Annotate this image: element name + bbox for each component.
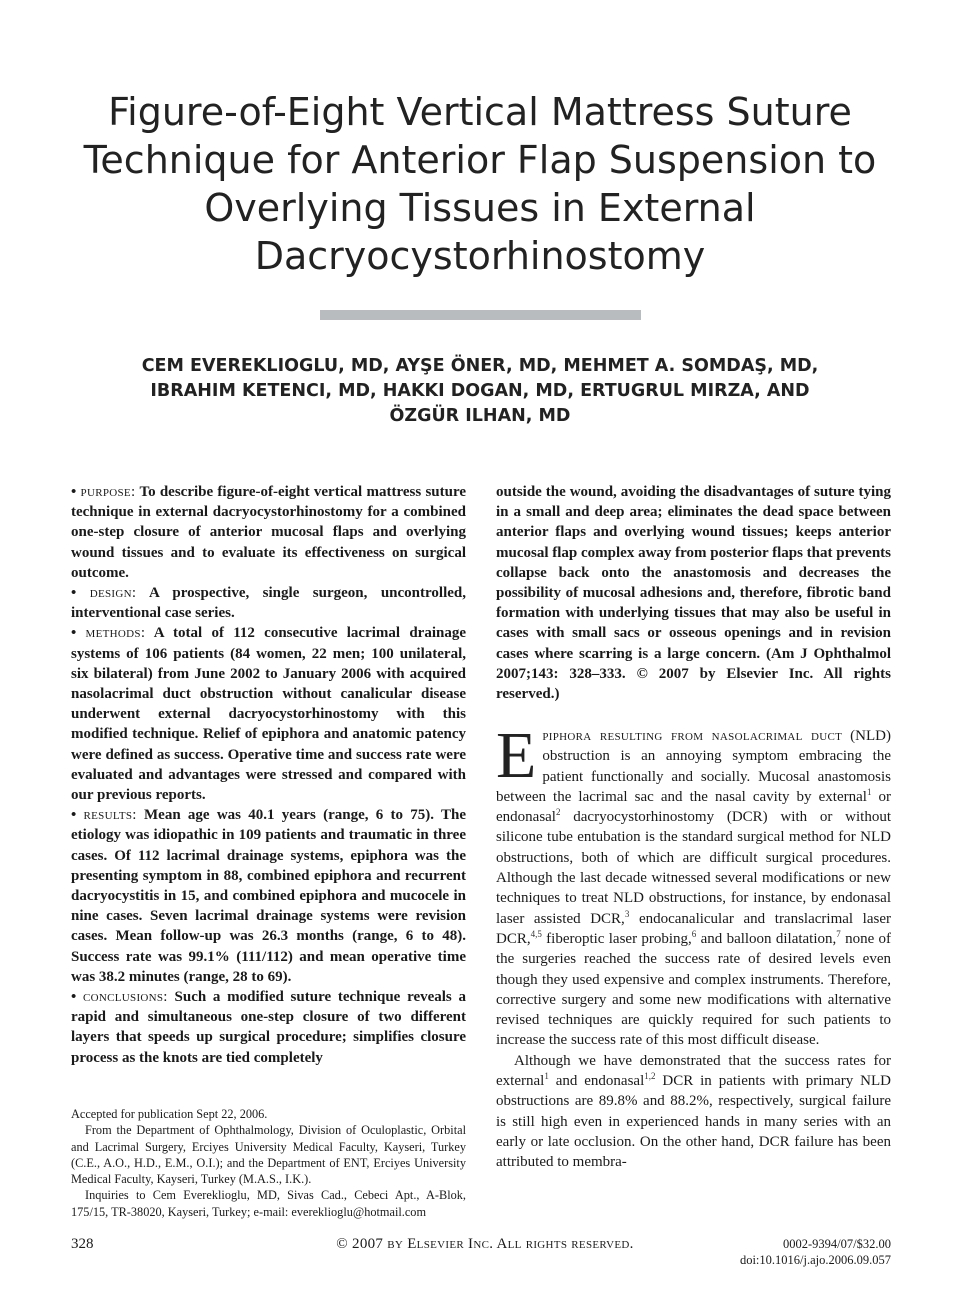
- purpose-label: purpose:: [80, 484, 136, 500]
- body-text-run: fiberoptic laser probing,: [546, 930, 692, 947]
- bullet-icon: •: [71, 989, 77, 1006]
- abstract-methods: [71, 623, 466, 805]
- abstract-purpose: [71, 482, 466, 583]
- citation[interactable]: 7: [836, 928, 841, 939]
- methods-label: methods:: [85, 625, 146, 642]
- abstract-results: [71, 805, 466, 987]
- body-paragraph-2: [496, 1051, 891, 1173]
- abstract-conclusions: [71, 987, 466, 1068]
- footer-identifiers: [690, 1236, 891, 1268]
- citation[interactable]: 1: [544, 1071, 549, 1082]
- dropcap: E: [496, 719, 537, 792]
- title-line: Technique for Anterior Flap Suspension to: [83, 138, 877, 182]
- body-text-run: endocanalicular and translacrimal laser DCR,: [496, 910, 892, 947]
- conclusions-text: Such a modified suture technique reveals a rapid and simultaneous one-step closure of two different layers that speeds up surgical procedure; simplifies closure process as the knots are tied completely: [71, 989, 467, 1066]
- body-text-run: (NLD) obstruction is an annoying symptom embracing the patient functionally and socially. Mucosal anastomosis between the lacrimal sac and the nasal cavity by external: [496, 728, 891, 805]
- bullet-icon: •: [71, 585, 77, 602]
- bullet-icon: •: [71, 807, 77, 824]
- issn-price: 0002-9394/07/$32.00: [783, 1237, 891, 1251]
- results-label: results:: [83, 807, 137, 824]
- footnote-accepted: Accepted for publication Sept 22, 2006.: [71, 1107, 268, 1121]
- doi[interactable]: doi:10.1016/j.ajo.2006.09.057: [739, 1253, 891, 1267]
- abstract-left-column: [71, 482, 466, 1068]
- methods-text: A total of 112 consecutive lacrimal drainage systems of 106 patients (84 women, 22 men; 100 unilateral, six bilateral) from June 2002 to January 2006 with acquired nasolacrimal duct obstruction without canalicular disease underwent external dacryocystorhinostomy with this modified technique. Relief of epiphora and anatomic patency were defined as success. Operative time and success rate were evaluated and advantages were stressed and compared with our previous reports.: [71, 625, 466, 804]
- design-text: A prospective, single surgeon, uncontrolled, interventional case series.: [71, 585, 466, 622]
- author-line: ÖZGÜR ILHAN, MD: [389, 406, 571, 426]
- results-text: Mean age was 40.1 years (range, 6 to 75). The etiology was idiopathic in 109 patients and traumatic in three cases. Of 112 lacrimal drainage systems, epiphora was the presenting symptom in 88, combined epiphora and recurrent dacryocystitis in 15, and combined epiphora and mucocele in nine cases. Seven lacrimal drainage systems were revision cases. Mean follow-up was 26.3 months (range, 6 to 48). Success rate was 99.1% (111/112) and mean operative time was 38.2 minutes (range, 28 to 69).: [71, 807, 467, 985]
- citation[interactable]: 1: [866, 786, 872, 797]
- citation[interactable]: 2: [555, 807, 561, 818]
- body-text-run: Although we have demonstrated that the success rates for external: [496, 1052, 891, 1090]
- footnote-affiliation: From the Department of Ophthalmology, Division of Oculoplastic, Orbital and Lacrimal Surgery, Erciyes University Medical Faculty, Kayseri, Turkey (C.E., A.O., H.D., E.M., O.I.); and the Department of ENT, Erciyes University Medical Faculty, Kayseri, Turkey (M.A.S., I.K.).: [71, 1123, 466, 1187]
- design-label: design:: [89, 585, 137, 602]
- abstract-right-column: [496, 482, 891, 704]
- lead-in: piphora resulting from nasolacrimal duct: [542, 728, 843, 744]
- footnotes: [71, 1106, 466, 1220]
- citation[interactable]: 1,2: [644, 1071, 656, 1082]
- body-text-run: dacryocystorhinostomy (DCR) with or without silicone tube entubation is the standard surgical method for NLD obstructions, both of which are difficult surgical procedures. Although the last decade witnessed several modifications or new techniques to treat NLD obstructions, for instance, by endonasal laser assisted DCR,: [496, 809, 892, 927]
- article-title: [80, 88, 880, 280]
- title-divider-bar: [320, 310, 641, 320]
- body-text-run: and balloon dilatation,: [700, 930, 837, 947]
- abstract-design: [71, 583, 466, 623]
- footer-copyright: © 2007 by Elsevier Inc. All rights reserved.: [336, 1236, 634, 1252]
- author-line: IBRAHIM KETENCI, MD, HAKKI DOGAN, MD, ERTUGRUL MIRZA, AND: [150, 381, 810, 401]
- title-line: Dacryocystorhinostomy: [254, 234, 706, 278]
- title-line: Overlying Tissues in External: [204, 186, 756, 230]
- title-line: Figure-of-Eight Vertical Mattress Suture: [108, 90, 852, 134]
- author-line: CEM EVEREKLIOGLU, MD, AYŞE ÖNER, MD, MEHMET A. SOMDAŞ, MD,: [141, 356, 819, 376]
- bullet-icon: •: [71, 625, 77, 642]
- bullet-icon: •: [71, 484, 77, 500]
- body-text: [496, 719, 892, 1173]
- citation[interactable]: 4,5: [530, 928, 542, 939]
- body-text-run: and endonasal: [555, 1073, 645, 1090]
- citation[interactable]: 3: [624, 908, 630, 919]
- abstract-continued: outside the wound, avoiding the disadvantages of suture tying in a small and deep area; eliminates the dead space between anterior flaps and overlying wound tissues; keeps anterior mucosal flap complex away from posterior flaps that prevents collapse back onto the anastomosis and decreases the possibility of mucosal adhesions and, therefore, fibrotic band formation with underlying tissues that may also be useful in cases with small sacs or osseous openings and in revision cases where scarring is a large concern. (Am J Ophthalmol 2007;143: 328–333. © 2007 by Elsevier Inc. All rights reserved.): [496, 484, 891, 703]
- footnote-inquiries: Inquiries to Cem Evereklioglu, MD, Sivas Cad., Cebeci Apt., A-Blok, 175/15, TR-38020, Kayseri, Turkey; e-mail: evereklioglu@hotmail.com: [71, 1188, 466, 1219]
- body-text-run: or endonasal: [496, 788, 892, 826]
- citation[interactable]: 6: [691, 928, 697, 939]
- conclusions-label: conclusions:: [83, 989, 168, 1006]
- body-paragraph-1: [496, 719, 892, 1051]
- author-list: [100, 354, 860, 429]
- page-number: 328: [71, 1236, 94, 1252]
- body-text-run: none of the surgeries reached the success rate of desired levels even though they used expensive and complex instruments. Therefore, corrective surgery and some new modifications with alternative revised techniques are quickly required for such patients to increase the success rate of this most difficult disease.: [496, 930, 892, 1049]
- purpose-text: To describe figure-of-eight vertical mattress suture technique in external dacryocystorhinostomy for a combined one-step closure of anterior mucosal flaps and overlying wound tissues and to evaluate its effectiveness on surgical outcome.: [71, 484, 467, 581]
- body-text-run: DCR in patients with primary NLD obstructions are 89.8% and 88.2%, respectively, surgical failure is still high even in experienced hands in many series with an early or late occlusion. On the other hand, DCR failure has been attributed to membra-: [496, 1073, 892, 1171]
